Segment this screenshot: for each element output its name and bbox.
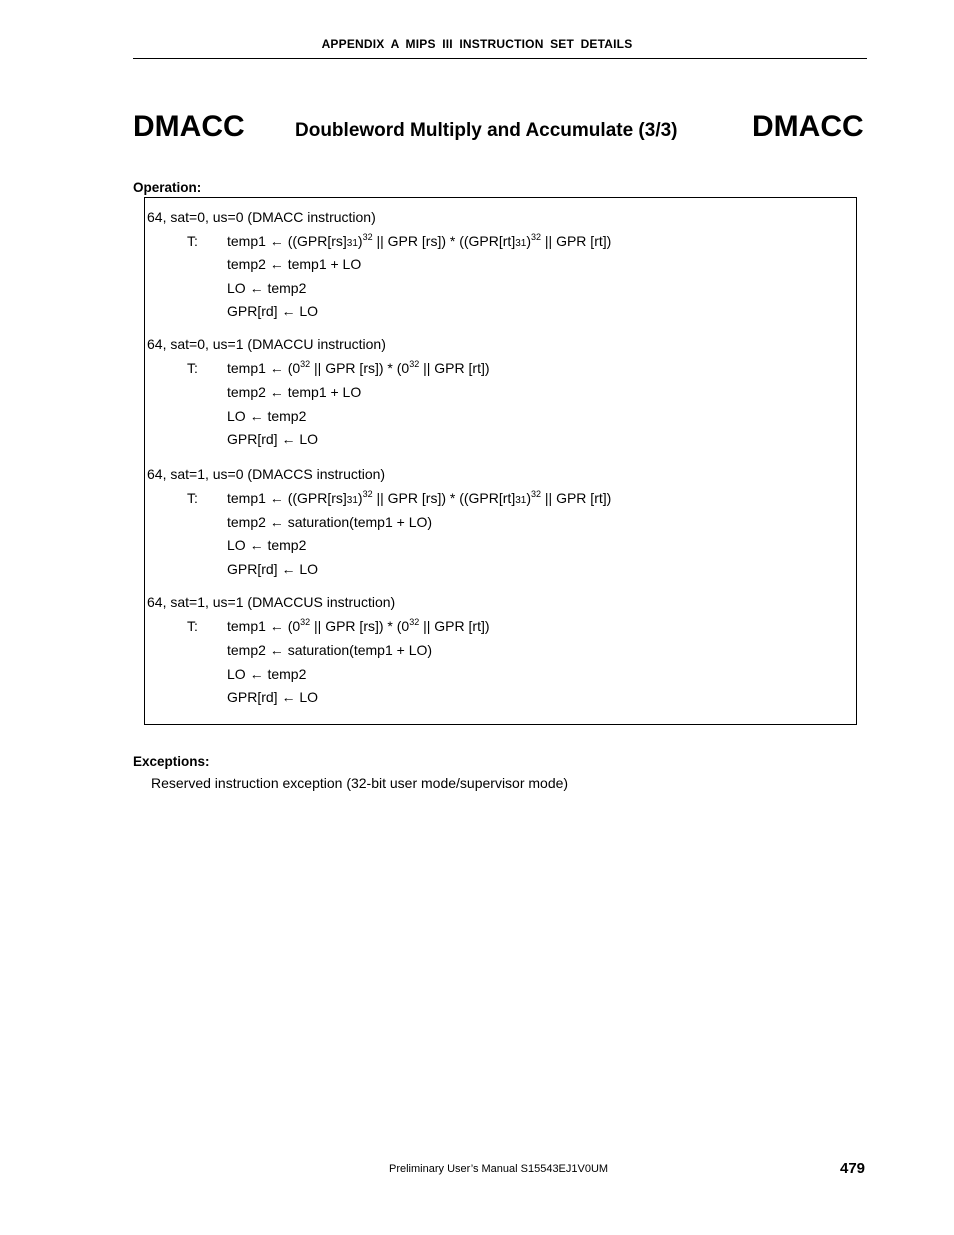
group-heading: 64, sat=0, us=1 (DMACCU instruction) — [147, 336, 386, 352]
temp1-line: temp1 ← ($0^{32}$ || GPR $[rs]) * (0^{32}$ || GPR [rt]) — [227, 617, 490, 634]
timing-label: T: — [187, 360, 198, 376]
group-heading: 64, sat=0, us=0 (DMACC instruction) — [147, 209, 376, 225]
instruction-title: Doubleword Multiply and Accumulate (3/3) — [295, 120, 678, 141]
timing-label: T: — [187, 233, 198, 249]
group-heading: 64, sat=1, us=0 (DMACCS instruction) — [147, 466, 386, 482]
lo-line: LO ← temp2 — [227, 408, 307, 424]
temp2-line: temp2 ← temp1 + LO — [227, 384, 362, 400]
exceptions-text: Reserved instruction exception (32-bit user mode/supervisor mode) — [151, 775, 569, 791]
lo-line: LO ← temp2 — [227, 280, 307, 296]
exceptions-label: Exceptions: — [133, 754, 210, 769]
gpr-line: GPR[rd] ← LO — [227, 561, 319, 577]
gpr-line: GPR[rd] ← LO — [227, 303, 319, 319]
temp1-line: temp1 ← ($(GPR[rs]31)^{32}$ || GPR $[rs]) * ((GPR[rt]31)^{32}$ || GPR [rt]) — [227, 232, 612, 249]
header-rule — [133, 58, 867, 59]
footer-manual-id: Preliminary User’s Manual S15543EJ1V0UM — [389, 1163, 609, 1175]
mnemonic-left: DMACC — [133, 110, 245, 143]
temp2-line: temp2 ← saturation(temp1 + LO) — [227, 514, 433, 530]
group-heading: 64, sat=1, us=1 (DMACCUS instruction) — [147, 594, 396, 610]
lo-line: LO ← temp2 — [227, 666, 307, 682]
temp2-line: temp2 ← temp1 + LO — [227, 256, 362, 272]
page-number: 479 — [840, 1160, 866, 1177]
mnemonic-right: DMACC — [752, 110, 864, 143]
timing-label: T: — [187, 618, 198, 634]
timing-label: T: — [187, 490, 198, 506]
gpr-line: GPR[rd] ← LO — [227, 689, 319, 705]
temp1-line: temp1 ← ($0^{32}$ || GPR $[rs]) * (0^{32}$ || GPR [rt]) — [227, 359, 490, 376]
temp2-line: temp2 ← saturation(temp1 + LO) — [227, 642, 433, 658]
operation-label: Operation: — [133, 180, 202, 195]
running-header: APPENDIX A MIPS III INSTRUCTION SET DETAILS — [321, 37, 633, 51]
lo-line: LO ← temp2 — [227, 537, 307, 553]
temp1-line: temp1 ← ($(GPR[rs]31)^{32}$ || GPR $[rs]) * ((GPR[rt]31)^{32}$ || GPR [rt]) — [227, 489, 612, 506]
gpr-line: GPR[rd] ← LO — [227, 431, 319, 447]
